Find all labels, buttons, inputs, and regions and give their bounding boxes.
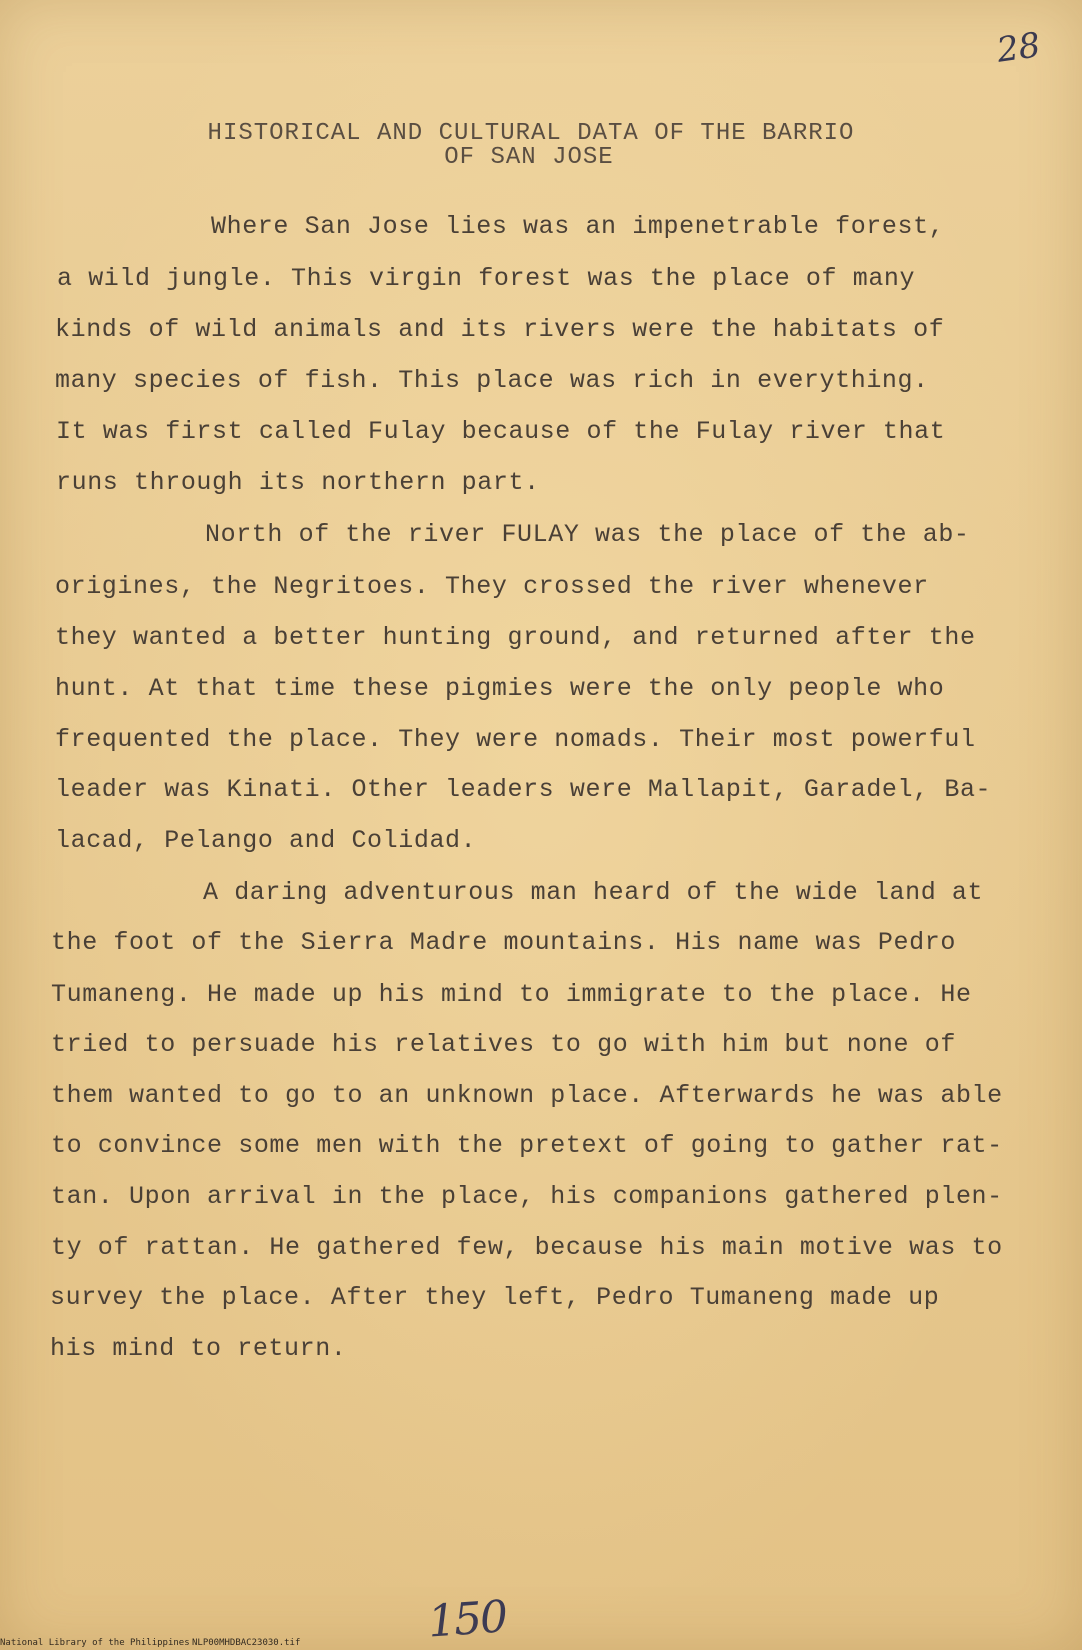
body-line: A daring adventurous man heard of the wide land at bbox=[203, 878, 984, 907]
document-title-line2: OF SAN JOSE bbox=[444, 144, 614, 171]
body-line: many species of fish. This place was rich in everything. bbox=[55, 366, 929, 395]
body-line: they wanted a better hunting ground, and returned after the bbox=[55, 623, 976, 652]
folio-mark: 28 bbox=[994, 25, 1043, 71]
body-line: leader was Kinati. Other leaders were Mallapit, Garadel, Ba- bbox=[55, 775, 992, 804]
document-title-line1: HISTORICAL AND CULTURAL DATA OF THE BARRIO bbox=[207, 120, 855, 147]
body-line: origines, the Negritoes. They crossed the river whenever bbox=[55, 572, 929, 601]
body-line: lacad, Pelango and Colidad. bbox=[55, 826, 477, 855]
body-line: frequented the place. They were nomads. Their most powerful bbox=[55, 725, 976, 754]
body-line: kinds of wild animals and its rivers were the habitats of bbox=[55, 315, 945, 344]
body-line: tried to persuade his relatives to go with him but none of bbox=[51, 1030, 956, 1059]
body-line: Where San Jose lies was an impenetrable forest, bbox=[211, 212, 945, 241]
body-line: It was first called Fulay because of the Fulay river that bbox=[56, 417, 946, 446]
body-line: the foot of the Sierra Madre mountains. His name was Pedro bbox=[51, 928, 956, 957]
body-line: them wanted to go to an unknown place. Afterwards he was able bbox=[51, 1081, 1003, 1110]
body-line: North of the river FULAY was the place of the ab- bbox=[205, 520, 970, 549]
footer-library-name: National Library of the Philippines bbox=[0, 1638, 190, 1648]
page-number: 150 bbox=[426, 1591, 508, 1648]
body-line: survey the place. After they left, Pedro Tumaneng made up bbox=[50, 1283, 940, 1312]
body-line: Tumaneng. He made up his mind to immigrate to the place. He bbox=[51, 980, 972, 1009]
footer-file-name: NLP00MHDBAC23030.tif bbox=[192, 1638, 301, 1648]
body-line: hunt. At that time these pigmies were the only people who bbox=[55, 674, 945, 703]
body-line: to convince some men with the pretext of going to gather rat- bbox=[51, 1131, 1003, 1160]
body-line: runs through its northern part. bbox=[56, 468, 540, 497]
body-line: ty of rattan. He gathered few, because his main motive was to bbox=[51, 1233, 1003, 1262]
body-line: a wild jungle. This virgin forest was the place of many bbox=[57, 264, 916, 293]
body-line: tan. Upon arrival in the place, his companions gathered plen- bbox=[51, 1182, 1003, 1211]
body-line: his mind to return. bbox=[50, 1334, 347, 1363]
